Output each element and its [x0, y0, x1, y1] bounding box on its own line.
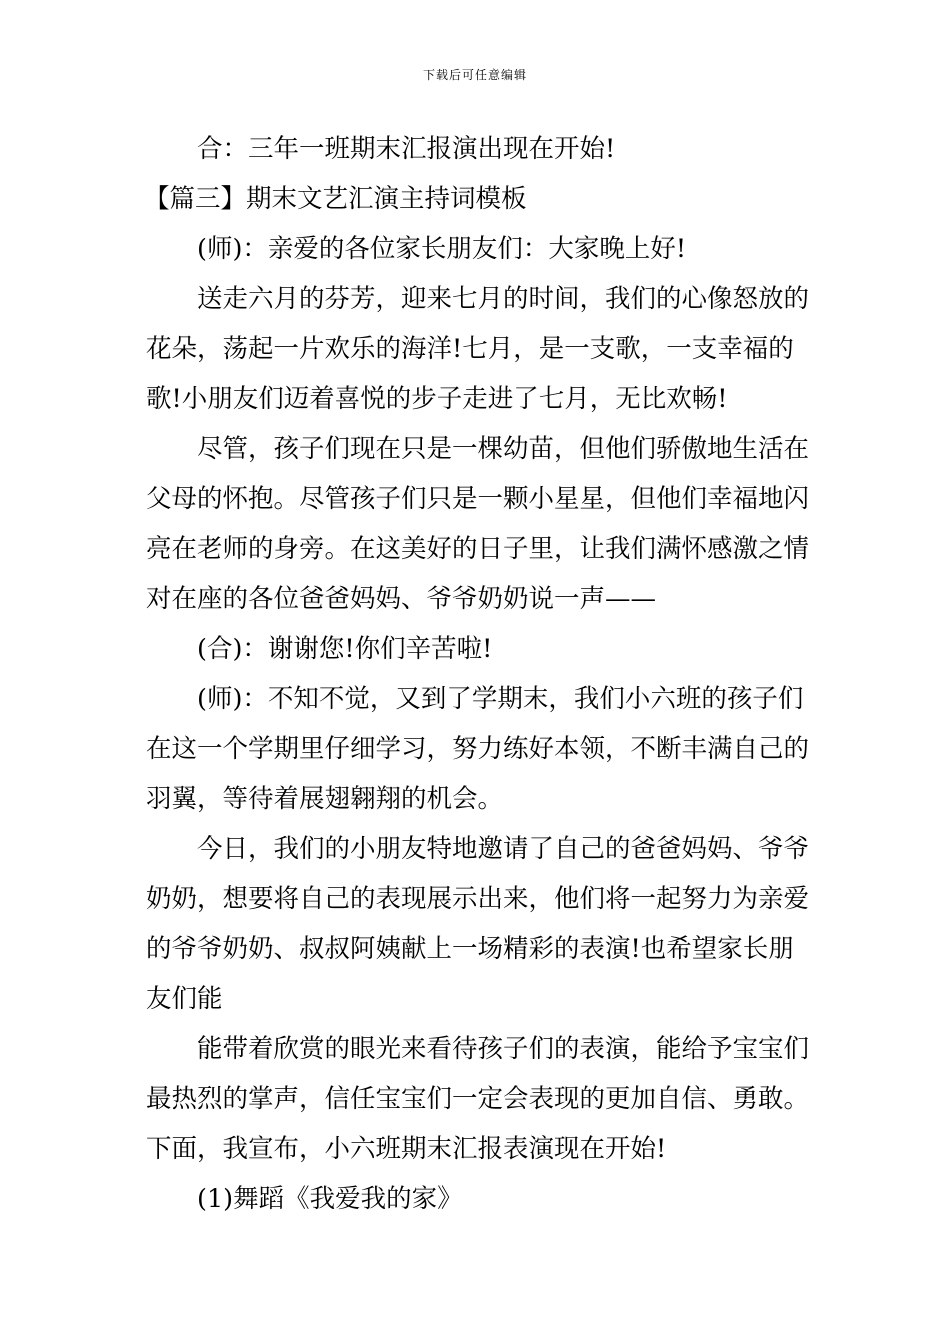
paragraph-semester-end: (师)：不知不觉，又到了学期末，我们小六班的孩子们在这一个学期里仔细学习，努力练好本领，不断丰满自己的羽翼，等待着展翅翱翔的机会。 [146, 684, 810, 814]
section-heading: 【篇三】期末文艺汇演主持词模板 [144, 184, 527, 214]
paragraph-thanks: (合)：谢谢您!你们辛苦啦! [197, 634, 493, 664]
paragraph-invitation: 今日，我们的小朋友特地邀请了自己的爸爸妈妈、爷爷奶奶，想要将自己的表现展示出来，他们将一起努力为亲爱的爷爷奶奶、叔叔阿姨献上一场精彩的表演!也希望家长朋友们能 [146, 834, 810, 1014]
page-header: 下载后可任意编辑 [422, 68, 527, 82]
program-item: (1)舞蹈《我爱我的家》 [197, 1184, 463, 1214]
paragraph-opening-announcement: 合：三年一班期末汇报演出现在开始! [197, 134, 616, 164]
paragraph-announcement: 能带着欣赏的眼光来看待孩子们的表演，能给予宝宝们最热烈的掌声，信任宝宝们一定会表现的更加自信、勇敢。下面，我宣布，小六班期末汇报表演现在开始! [146, 1034, 810, 1164]
paragraph-children-growth: 尽管，孩子们现在只是一棵幼苗，但他们骄傲地生活在父母的怀抱。尽管孩子们只是一颗小星星，但他们幸福地闪亮在老师的身旁。在这美好的日子里，让我们满怀感激之情对在座的各位爸爸妈妈、爷爷奶奶说一声—— [146, 434, 810, 614]
document-body [146, 124, 810, 1224]
paragraph-greeting: (师)：亲爱的各位家长朋友们：大家晚上好! [197, 234, 687, 264]
paragraph-july-intro: 送走六月的芬芳，迎来七月的时间，我们的心像怒放的花朵，荡起一片欢乐的海洋!七月，是一支歌，一支幸福的歌!小朋友们迈着喜悦的步子走进了七月，无比欢畅! [146, 284, 810, 414]
